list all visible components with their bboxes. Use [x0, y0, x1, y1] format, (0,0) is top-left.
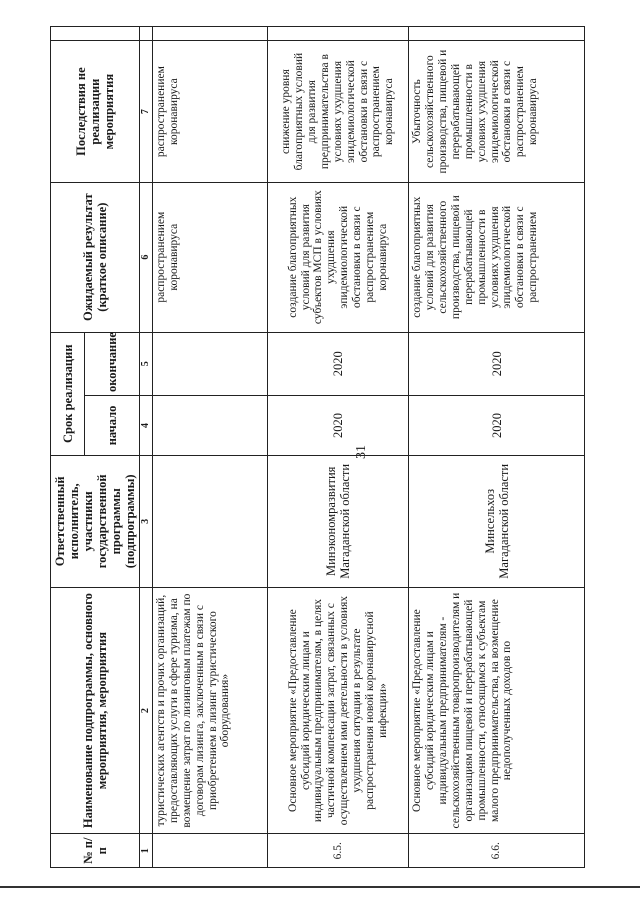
table-row [409, 27, 585, 868]
row-responsible [153, 455, 268, 587]
col-number: 3 [140, 455, 153, 587]
row-spacer [268, 27, 409, 41]
header-name: Наименование подпрограммы, основного мероприятия, мероприятия [51, 587, 140, 834]
col-number: 5 [140, 332, 153, 396]
bottom-rule [0, 886, 640, 888]
row-end [153, 332, 268, 396]
row-end: 2020 [268, 332, 409, 396]
header-spacer [51, 27, 140, 41]
col-number: 4 [140, 396, 153, 456]
row-number: 6.6. [409, 834, 585, 868]
col-number: 7 [140, 41, 153, 182]
row-expected: создание благоприятных условий для развития субъектов МСП в условиях ухудшения эпидемиологической обстановки в связи с распространением коронавируса [268, 182, 409, 332]
table-row [153, 27, 268, 868]
header-responsible: Ответственный исполнитель, участники государственной программы (подпрограммы) [51, 455, 140, 587]
row-start: 2020 [409, 396, 585, 456]
page-number: 31 [354, 445, 369, 459]
col-number: 6 [140, 182, 153, 332]
row-number: 6.5. [268, 834, 409, 868]
row-consequence: снижение уровня благоприятных условий для развития предпринимательства в условиях ухудшения эпидемиологической обстановки в связи с распространением коронавируса [268, 41, 409, 182]
header-consequences: Последствия не реализации мероприятия [51, 41, 140, 182]
row-number [153, 834, 268, 868]
table-row [268, 27, 409, 868]
row-start [153, 396, 268, 456]
row-consequence: Убыточность сельскохозяйственного производства, пищевой и перерабатывающей промышленности в условиях ухудшения эпидемиологической обстановки в связи с распространением коронавируса [409, 41, 585, 182]
row-name: Основное мероприятие «Предоставление субсидий юридическим лицам и индивидуальным предпринимателям, в целях частичной компенсации затрат, связанных с осуществлением ими деятельности в условиях ухудшения ситуации в результате распространения новой коронавирусной инфекции» [268, 587, 409, 834]
row-expected: распространением коронавируса [153, 182, 268, 332]
row-responsible: Минсельхоз Магаданской области [409, 455, 585, 587]
row-spacer [409, 27, 585, 41]
row-name: Основное мероприятие «Предоставление субсидий юридическим лицам и индивидуальным предпринимателям - сельскохозяйственным товаропроизводителям и организациям пищевой и перерабатывающей промышленности, относящимся к субъектам малого предпринимательства, на возмещение недополученных доходов по [409, 587, 585, 834]
row-name: туристических агентств и прочих организаций, предоставляющих услуги в сфере туризма, на возмещение затрат по лизинговым платежам по договорам лизинга, заключенным в связи с приобретением в лизинг туристического оборудования» [153, 587, 268, 834]
col-number: 2 [140, 587, 153, 834]
rotated-table-sheet [50, 26, 585, 868]
col-number: 1 [140, 834, 153, 868]
row-responsible: Минэкономразвития Магаданской области [268, 455, 409, 587]
row-end: 2020 [409, 332, 585, 396]
measures-table [50, 26, 585, 868]
row-consequence: распространением коронавируса [153, 41, 268, 182]
row-expected: создание благоприятных условий для развития сельскохозяйственного производства, пищевой и перерабатывающей промышленности в условиях ухудшения эпидемиологической обстановки в связи с распространением [409, 182, 585, 332]
header-no: № п/п [51, 834, 140, 868]
header-start: начало [85, 396, 140, 456]
col-spacer [140, 27, 153, 41]
header-term: Срок реализации [51, 332, 85, 455]
row-spacer [153, 27, 268, 41]
row-start: 2020 [268, 396, 409, 456]
header-end: окончание [85, 332, 140, 396]
header-expected: Ожидаемый результат (краткое описание) [51, 182, 140, 332]
